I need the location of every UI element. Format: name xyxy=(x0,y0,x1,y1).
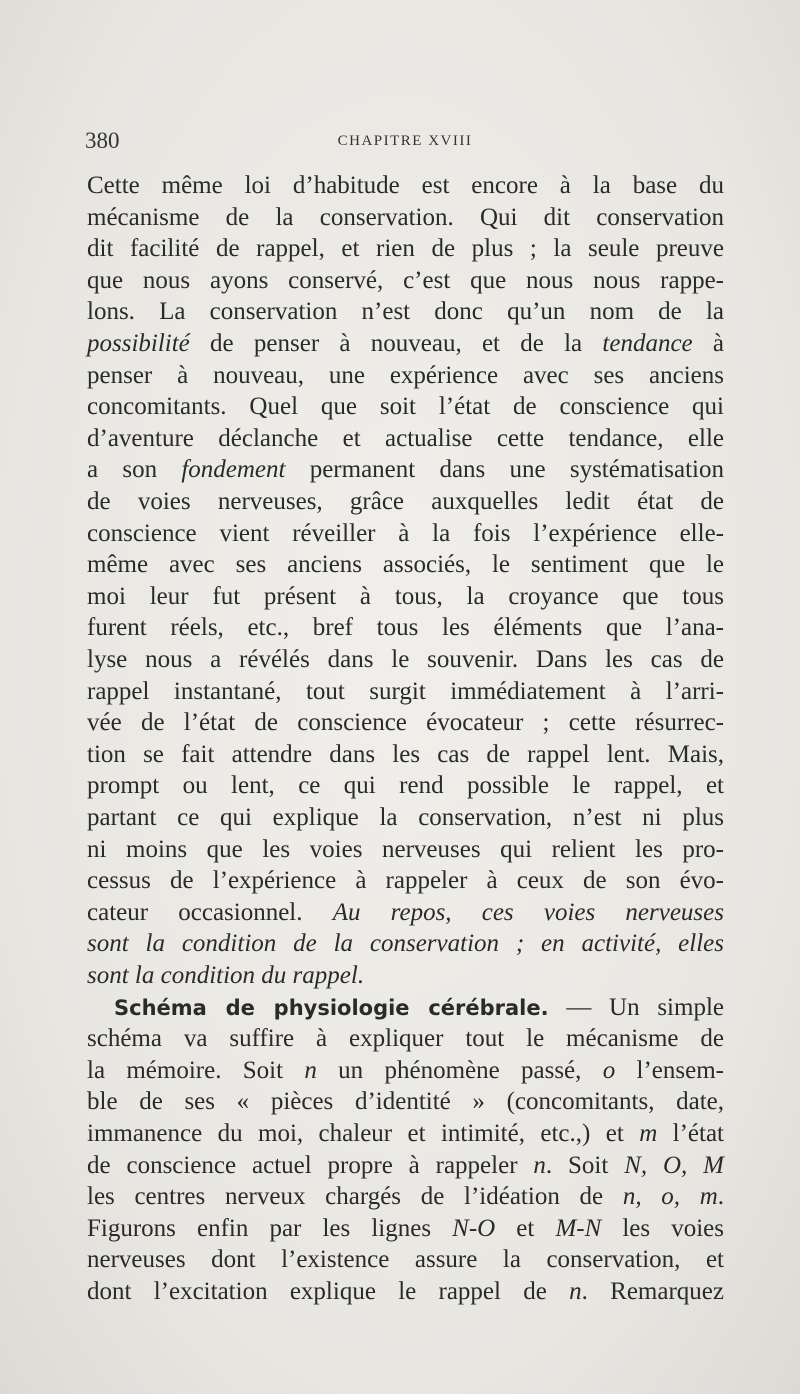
text-segment: tion se fait attendre dans les cas de rappel lent. Mais, xyxy=(87,740,724,768)
text-segment: a son xyxy=(87,456,182,484)
text-segment: — Un simple xyxy=(548,993,724,1021)
italic-text: n xyxy=(533,1151,546,1179)
italic-text: tendance xyxy=(602,330,693,357)
text-line xyxy=(87,549,724,581)
text-segment: lons. La conservation n’est donc qu’un nom de la xyxy=(87,298,724,326)
text-segment: nerveuses dont l’existence assure la conservation, et xyxy=(87,1246,724,1274)
text-segment: immanence du moi, chaleur et intimité, etc.,) et xyxy=(87,1120,640,1147)
text-line xyxy=(87,770,724,802)
text-segment: dont l’excitation explique le rappel de xyxy=(87,1278,570,1305)
text-segment: ni moins que les voies nerveuses qui relient les pro- xyxy=(87,835,724,863)
text-segment: prompt ou lent, ce qui rend possible le rappel, et xyxy=(87,772,724,800)
text-segment: permanent dans une systématisation xyxy=(285,456,724,484)
italic-text: n xyxy=(569,1278,582,1305)
text-segment: rappel instantané, tout surgit immédiatement à l’arri- xyxy=(87,677,724,705)
text-segment: un phénomène passé, xyxy=(316,1056,603,1084)
italic-text: m xyxy=(639,1120,658,1147)
text-segment: . Soit xyxy=(545,1151,625,1179)
text-line xyxy=(87,518,724,550)
text-line xyxy=(87,1244,724,1276)
text-line xyxy=(87,1023,724,1055)
italic-text: fondement xyxy=(181,456,286,484)
text-line xyxy=(87,1213,724,1245)
text-segment: vée de l’état de conscience évocateur ; cette résurrec- xyxy=(87,709,724,737)
text-line xyxy=(87,644,724,676)
text-segment: à xyxy=(692,330,724,357)
text-line xyxy=(114,992,724,1024)
text-line xyxy=(87,897,724,929)
text-segment: . Remarquez xyxy=(581,1278,724,1305)
text-segment: Cette même loi d’habitude est encore à la base du xyxy=(87,172,724,199)
text-segment: ble de ses « pièces d’identité » (concomitants, date, xyxy=(87,1088,724,1116)
italic-text: N, O, M xyxy=(624,1151,725,1179)
text-segment: la mémoire. Soit xyxy=(87,1056,305,1084)
text-line xyxy=(87,928,724,960)
italic-text: N-O xyxy=(452,1214,496,1242)
text-segment: cessus de l’expérience à rappeler à ceux de son évo- xyxy=(87,867,724,895)
text-line xyxy=(87,328,724,360)
text-line xyxy=(87,170,724,202)
text-line xyxy=(87,960,724,992)
text-segment: lyse nous a révélés dans le souvenir. Dans les cas de xyxy=(87,646,724,673)
text-segment: les voies xyxy=(601,1214,724,1242)
text-line xyxy=(87,360,724,392)
text-line xyxy=(87,739,724,771)
text-segment: l’ensem- xyxy=(615,1056,724,1084)
text-line xyxy=(87,834,724,866)
text-line xyxy=(87,265,724,297)
text-segment: l’état xyxy=(657,1120,725,1147)
text-segment: les centres nerveux chargés de l’idéation de xyxy=(87,1183,623,1211)
text-segment: conscience vient réveiller à la fois l’expérience elle- xyxy=(87,519,724,547)
text-segment: schéma va suffire à expliquer tout le mécanisme de xyxy=(87,1025,724,1053)
italic-text: sont la condition de la conservation ; en activité, elles xyxy=(87,930,724,958)
text-segment: de voies nerveuses, grâce auxquelles ledit état de xyxy=(87,488,724,515)
text-segment: d’aventure déclanche et actualise cette tendance, elle xyxy=(87,424,724,452)
italic-text: possibilité xyxy=(87,330,190,357)
text-segment: moi leur fut présent à tous, la croyance que tous xyxy=(87,582,724,610)
text-line xyxy=(87,1118,724,1150)
section-heading: Schéma de physiologie cérébrale. xyxy=(114,995,549,1020)
text-segment: cateur occasionnel. xyxy=(87,898,333,926)
italic-text: sont la condition du rappel. xyxy=(87,962,365,989)
text-segment: de penser à nouveau, et de la xyxy=(189,330,603,357)
text-line xyxy=(87,1276,724,1308)
page-number: 380 xyxy=(85,128,120,153)
text-segment: et xyxy=(495,1214,556,1242)
text-segment: . xyxy=(717,1183,724,1211)
text-line xyxy=(87,202,724,234)
text-line xyxy=(87,865,724,897)
text-segment: de conscience actuel propre à rappeler xyxy=(87,1151,534,1179)
text-line xyxy=(87,1055,724,1087)
running-head: CHAPITRE XVIII xyxy=(337,133,473,149)
text-line xyxy=(87,391,724,423)
text-line xyxy=(87,296,724,328)
text-line xyxy=(87,1181,724,1213)
text-line xyxy=(87,454,724,486)
text-segment: dit facilité de rappel, et rien de plus ; la seule preuve xyxy=(87,235,724,263)
text-segment: que nous ayons conservé, c’est que nous nous rappe- xyxy=(87,266,724,294)
text-segment: mécanisme de la conservation. Qui dit conservation xyxy=(87,203,724,231)
text-line xyxy=(87,423,724,455)
text-line xyxy=(87,486,724,518)
text-line xyxy=(87,676,724,708)
text-segment: même avec ses anciens associés, le sentiment que le xyxy=(87,551,724,579)
text-line xyxy=(87,581,724,613)
text-segment: penser à nouveau, une expérience avec ses anciens xyxy=(87,361,724,389)
italic-text: M-N xyxy=(555,1214,602,1242)
italic-text: o xyxy=(602,1056,616,1084)
text-segment: concomitants. Quel que soit l’état de conscience qui xyxy=(87,393,724,421)
text-line xyxy=(87,707,724,739)
text-line xyxy=(87,802,724,834)
italic-text: Au repos, ces voies nerveuses xyxy=(332,898,724,926)
text-segment: partant ce qui explique la conservation, n’est ni plus xyxy=(87,804,724,831)
text-segment: furent réels, etc., bref tous les éléments que l’ana- xyxy=(87,614,724,642)
text-line xyxy=(87,612,724,644)
text-line xyxy=(87,1150,724,1182)
text-line xyxy=(87,1086,724,1118)
italic-text: n xyxy=(304,1056,317,1084)
text-segment: Figurons enfin par les lignes xyxy=(87,1214,453,1242)
text-line xyxy=(87,233,724,265)
italic-text: n, o, m xyxy=(622,1183,718,1211)
page-header xyxy=(85,128,725,156)
